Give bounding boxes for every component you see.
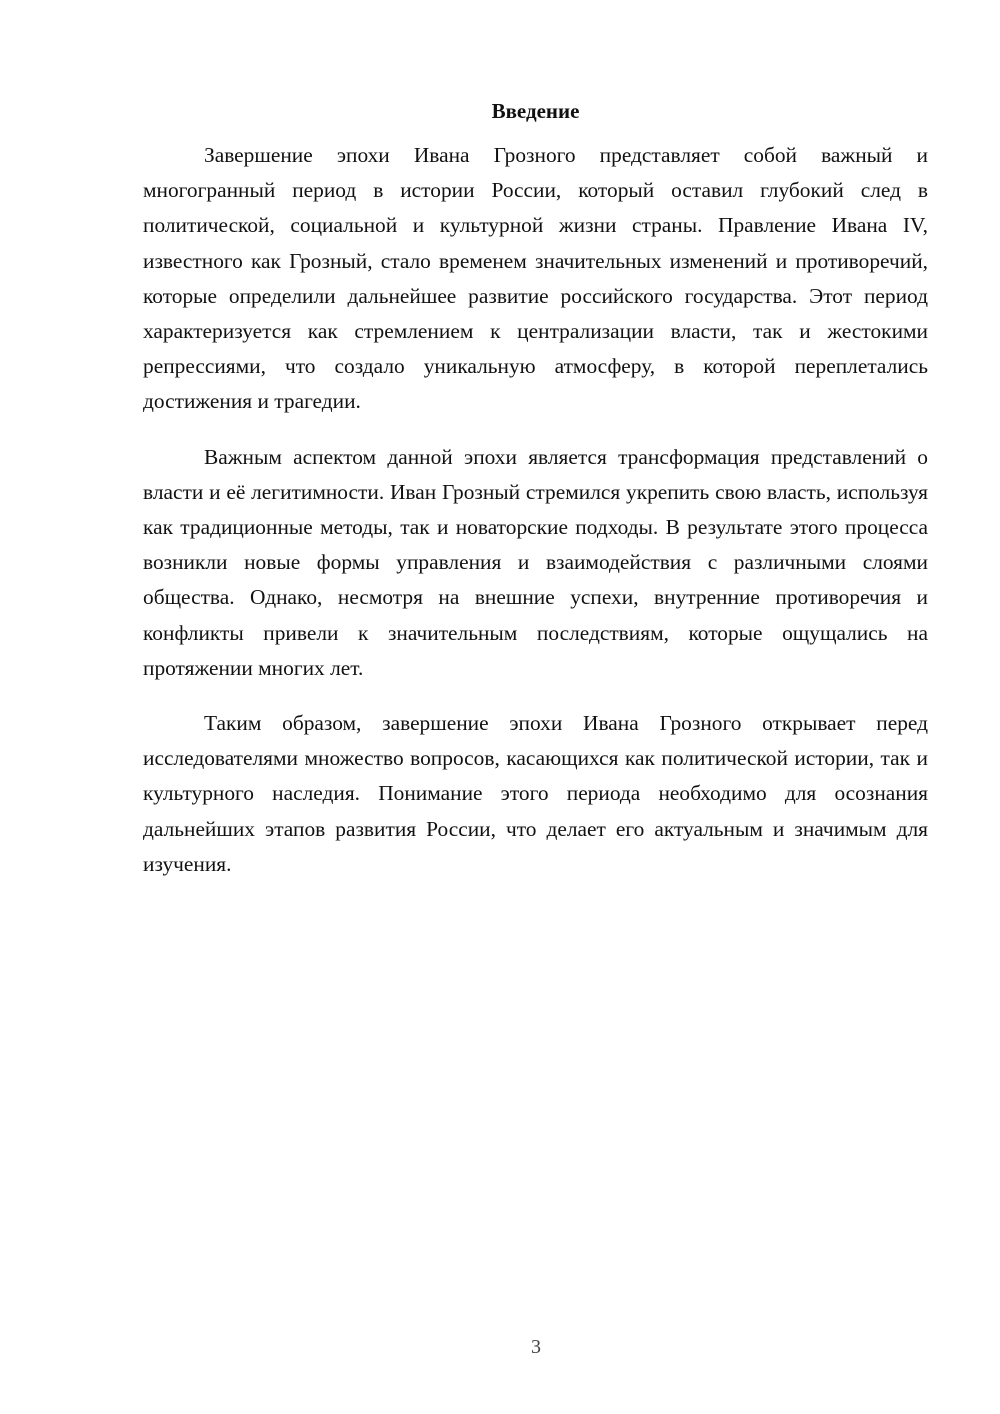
section-heading: Введение (491, 99, 580, 123)
paragraph-1: Завершение эпохи Ивана Грозного представляет собой важный и многогранный период в истории России, который оставил глубокий след в политической, социальной и культурной жизни страны. Правление Ивана IV, известного как Грозный, стало временем значительных изменений и противоречий, которые определили дальнейшее развитие российского государства. Этот период характеризуется как стремлением к централизации власти, так и жестокими репрессиями, что создало уникальную атмосферу, в которой переплетались достижения и трагедии. (143, 143, 928, 414)
paragraph-2: Важным аспектом данной эпохи является трансформация представлений о власти и её легитимности. Иван Грозный стремился укрепить свою власть, используя как традиционные методы, так и новаторские подходы. В результате этого процесса возникли новые формы управления и взаимодействия с различными слоями общества. Однако, несмотря на внешние успехи, внутренние противоречия и конфликты привели к значительным последствиям, которые ощущались на протяжении многих лет. (143, 444, 928, 680)
text-block (143, 96, 928, 882)
paragraph-3: Таким образом, завершение эпохи Ивана Грозного открывает перед исследователями множество вопросов, касающихся как политической истории, так и культурного наследия. Понимание этого периода необходимо для осознания дальнейших этапов развития России, что делает его актуальным и значимым для изучения. (143, 711, 928, 876)
page-number: 3 (531, 1336, 541, 1358)
